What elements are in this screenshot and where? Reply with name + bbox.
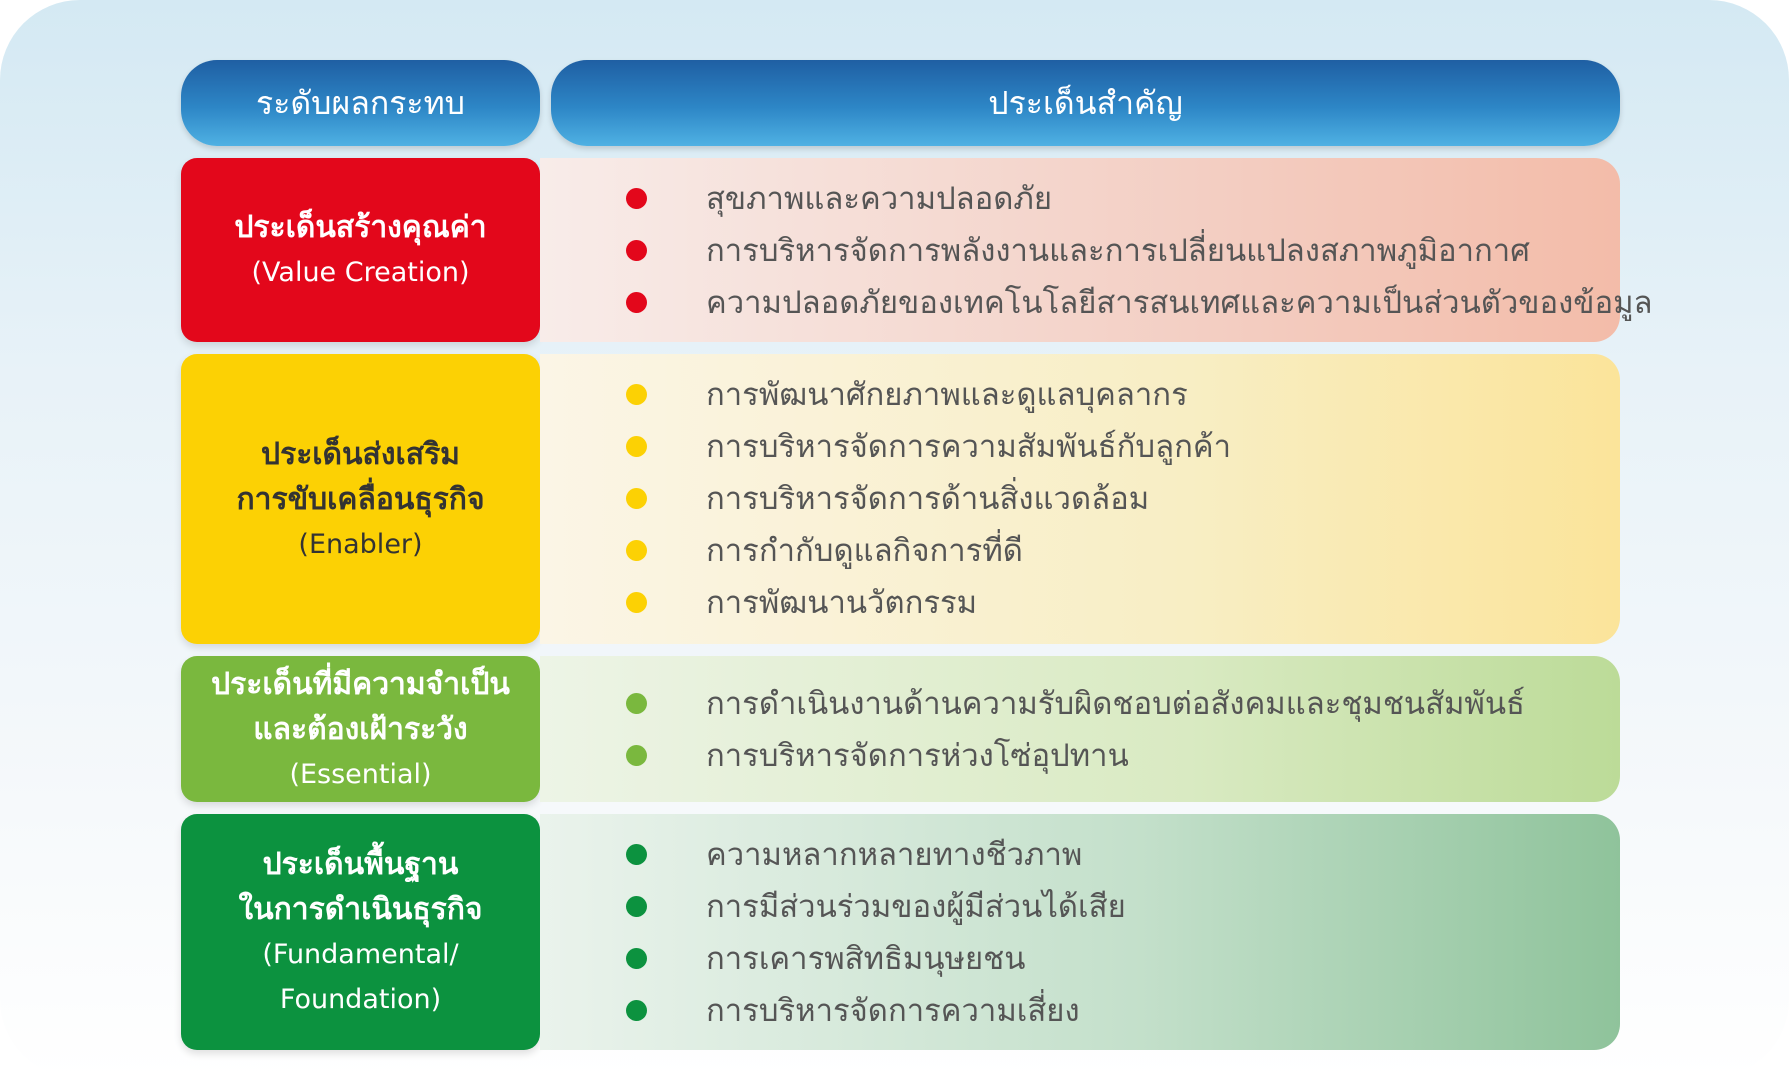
bullet-dot-icon	[626, 540, 647, 561]
bullet-dot-icon	[626, 693, 647, 714]
bullet-dot-icon	[626, 745, 647, 766]
issue-text: การมีส่วนร่วมของผู้มีส่วนได้เสีย	[706, 889, 1126, 925]
list-item	[626, 576, 1231, 628]
bullet-dot-icon	[626, 896, 647, 917]
list-item	[626, 368, 1231, 420]
issue-text: การเคารพสิทธิมนุษยชน	[706, 941, 1026, 977]
items-value-creation	[540, 158, 1653, 342]
bullet-dot-icon	[626, 488, 647, 509]
level-subtitle: (Enabler)	[298, 528, 423, 560]
issue-text: การบริหารจัดการความสัมพันธ์กับลูกค้า	[706, 429, 1232, 465]
items-essential	[540, 656, 1620, 802]
level-title: ประเด็นที่มีความจำเป็น	[211, 666, 510, 702]
level-title: และต้องเฝ้าระวัง	[253, 711, 468, 747]
list-item	[626, 172, 1653, 224]
bullet-dot-icon	[626, 844, 647, 865]
issue-text: การพัฒนานวัตกรรม	[706, 585, 978, 621]
list-item	[626, 276, 1653, 328]
items-enabler	[540, 354, 1620, 644]
issue-text: สุขภาพและความปลอดภัย	[706, 181, 1053, 217]
bullet-dot-icon	[626, 1000, 647, 1021]
list-item	[626, 472, 1231, 524]
level-subtitle: Foundation)	[279, 984, 442, 1015]
level-title: ประเด็นสร้างคุณค่า	[234, 210, 487, 245]
level-title: ประเด็นส่งเสริม	[261, 436, 460, 472]
level-value-creation	[181, 158, 540, 342]
header-impact-level: ระดับผลกระทบ	[181, 60, 540, 146]
issue-text: การบริหารจัดการความเสี่ยง	[706, 993, 1080, 1029]
level-subtitle: (Essential)	[289, 758, 432, 790]
list-item	[626, 224, 1653, 276]
header-key-issues: ประเด็นสำคัญ	[551, 60, 1620, 146]
issue-text: การพัฒนาศักยภาพและดูแลบุคลากร	[706, 377, 1188, 413]
list-item	[626, 524, 1231, 576]
level-fundamental	[181, 814, 540, 1050]
list-item	[626, 828, 1126, 880]
level-title: ประเด็นพื้นฐาน	[262, 847, 459, 882]
items-fundamental	[540, 814, 1620, 1050]
level-title: การขับเคลื่อนธุรกิจ	[236, 481, 485, 517]
list-item	[626, 984, 1126, 1036]
level-essential	[181, 656, 540, 802]
list-item	[626, 932, 1126, 984]
list-item	[626, 420, 1231, 472]
list-item	[626, 729, 1525, 781]
issue-text: ความหลากหลายทางชีวภาพ	[706, 837, 1083, 873]
list-item	[626, 880, 1126, 932]
issue-text: การบริหารจัดการห่วงโซ่อุปทาน	[706, 738, 1129, 774]
issue-text: การบริหารจัดการด้านสิ่งแวดล้อม	[706, 481, 1150, 517]
bullet-dot-icon	[626, 384, 647, 405]
level-title: ในการดำเนินธุรกิจ	[238, 892, 483, 927]
list-item	[626, 677, 1525, 729]
bullet-dot-icon	[626, 948, 647, 969]
level-enabler	[181, 354, 540, 644]
bullet-dot-icon	[626, 188, 647, 209]
issue-text: การบริหารจัดการพลังงานและการเปลี่ยนแปลงสภาพภูมิอากาศ	[706, 233, 1530, 269]
bullet-dot-icon	[626, 240, 647, 261]
bullet-dot-icon	[626, 436, 647, 457]
issue-text: การกำกับดูแลกิจการที่ดี	[706, 533, 1023, 569]
issue-text: การดำเนินงานด้านความรับผิดชอบต่อสังคมและชุมชนสัมพันธ์	[706, 686, 1525, 722]
bullet-dot-icon	[626, 292, 647, 313]
level-subtitle: (Fundamental/	[262, 939, 459, 970]
level-subtitle: (Value Creation)	[251, 257, 470, 288]
issue-text: ความปลอดภัยของเทคโนโลยีสารสนเทศและความเป็นส่วนตัวของข้อมูล	[706, 285, 1653, 321]
bullet-dot-icon	[626, 592, 647, 613]
